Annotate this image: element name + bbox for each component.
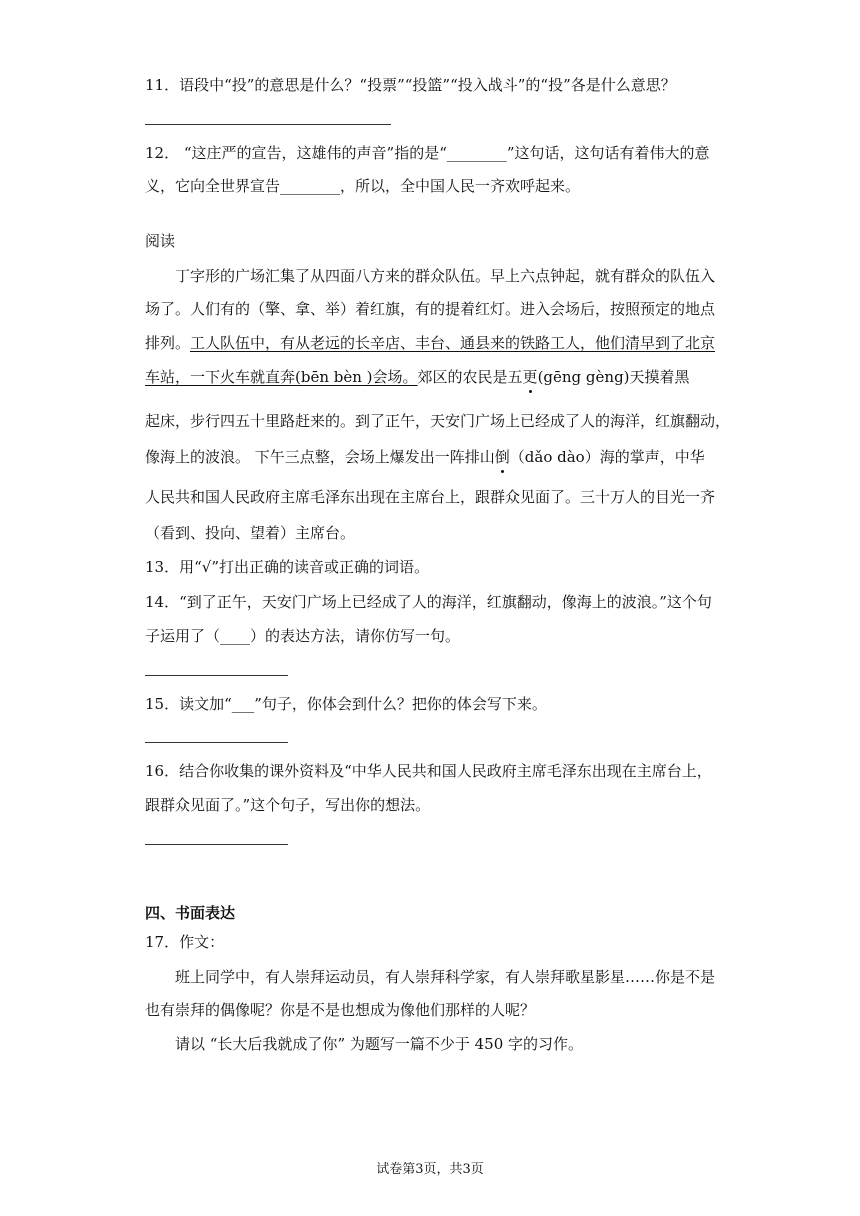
underlined-sentence-part2: 车站，一下火车就直奔(bēn bèn )会场。 — [145, 368, 418, 386]
question-12-line1: 12． “这庄严的宣告，这雄伟的声音”指的是“________”这句话，这句话有着伟大的意 — [145, 144, 710, 162]
passage-line-3 — [145, 332, 715, 353]
passage-line-2: 场了。人们有的（擎、拿、举）着红旗，有的提着红灯。进入会场后，按照预定的地点 — [145, 300, 716, 318]
dotted-char-geng: 更 — [522, 368, 538, 386]
essay-prompt-line1: 班上同学中，有人崇拜运动员，有人崇拜科学家，有人崇拜歌星影星……你是不是 — [175, 968, 716, 986]
answer-line-15[interactable] — [145, 742, 288, 743]
answer-line-16[interactable] — [145, 844, 288, 845]
question-16-line2: 跟群众见面了。”这个句子，写出你的想法。 — [145, 796, 431, 814]
passage-line-4-pinyin: (gēng gèng)天摸着黑 — [537, 368, 690, 386]
passage-line-8: （看到、投向、望着）主席台。 — [145, 524, 356, 542]
passage-line-4-plain: 郊区的农民是五 — [417, 368, 523, 386]
passage-line-4 — [145, 366, 690, 387]
question-15-text: 15．读文加“___”句子，你体会到什么？把你的体会写下来。 — [145, 695, 547, 713]
passage-line-7: 人民共和国人民政府主席毛泽东出现在主席台上，跟群众见面了。三十万人的目光一齐 — [145, 488, 716, 506]
question-16-line1: 16．结合你收集的课外资料及“中华人民共和国人民政府主席毛泽东出现在主席台上， — [145, 762, 712, 780]
reading-heading: 阅读 — [145, 232, 176, 250]
question-11-text: 11．语段中“投”的意思是什么？“投票”“投篮”“投入战斗”的“投”各是什么意思？ — [145, 76, 676, 94]
dotted-char-dao: 倒 — [494, 448, 510, 466]
section-4-title: 四、书面表达 — [145, 904, 236, 922]
passage-line-6-rest: （dǎo dào）海的掌声，中华 — [509, 448, 705, 466]
essay-prompt-line3: 请以 “长大后我就成了你” 为题写一篇不少于 450 字的习作。 — [175, 1035, 584, 1053]
question-12-line2: 义，它向全世界宣告________，所以，全中国人民一齐欢呼起来。 — [145, 177, 581, 195]
passage-line-6 — [145, 446, 705, 467]
answer-line-14[interactable] — [145, 675, 288, 676]
essay-prompt-line2: 也有崇拜的偶像呢？你是不是也想成为像他们那样的人呢？ — [145, 1001, 536, 1019]
answer-line-11[interactable] — [145, 124, 391, 125]
page-footer: 试卷第3页，共3页 — [376, 1162, 484, 1177]
passage-line-5: 起床，步行四五十里路赶来的。到了正午，天安门广场上已经成了人的海洋，红旗翻动， — [145, 412, 731, 430]
question-14-line1: 14．“到了正午，天安门广场上已经成了人的海洋，红旗翻动，像海上的波浪。”这个句 — [145, 593, 712, 611]
passage-line-3-plain: 排列。 — [145, 334, 191, 352]
question-17-label: 17．作文： — [145, 933, 225, 951]
question-13-text: 13．用“√”打出正确的读音或正确的词语。 — [145, 558, 429, 576]
underlined-sentence-part1: 工人队伍中，有从老远的长辛店、丰台、通县来的铁路工人，他们清早到了北京 — [190, 334, 716, 352]
passage-line-1: 丁字形的广场汇集了从四面八方来的群众队伍。早上六点钟起，就有群众的队伍入 — [175, 267, 716, 285]
question-14-line2: 子运用了（____）的表达方法，请你仿写一句。 — [145, 627, 461, 645]
passage-line-6-plain: 像海上的波浪。 下午三点整，会场上爆发出一阵排山 — [145, 448, 495, 466]
